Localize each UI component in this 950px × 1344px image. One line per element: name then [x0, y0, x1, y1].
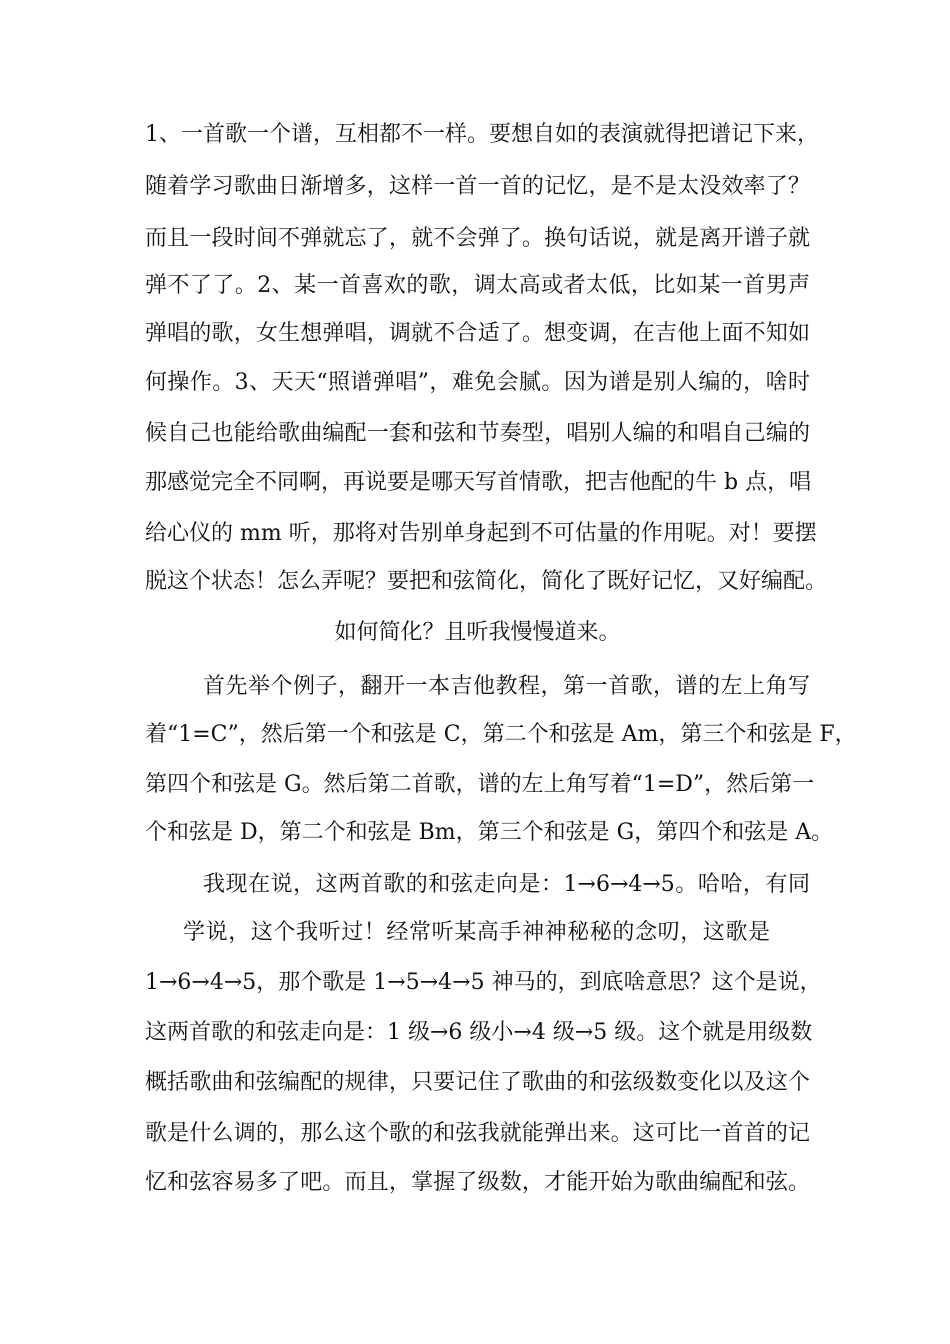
- text-line: 个和弦是 D，第二个和弦是 Bm，第三个和弦是 G，第四个和弦是 A。: [145, 820, 834, 845]
- text-line: 弹不了了。2、某一首喜欢的歌，调太高或者太低，比如某一首男声: [145, 273, 810, 298]
- text-line: 候自己也能给歌曲编配一套和弦和节奏型，唱别人编的和唱自己编的: [145, 421, 810, 446]
- text-line: 忆和弦容易多了吧。而且，掌握了级数，才能开始为歌曲编配和弦。: [145, 1170, 810, 1195]
- text-line: 何操作。3、天天“照谱弹唱”，难免会腻。因为谱是别人编的，啥时: [145, 370, 810, 395]
- text-line: 随着学习歌曲日渐增多，这样一首一首的记忆，是不是太没效率了？: [145, 174, 810, 199]
- text-line: 这两首歌的和弦走向是：1 级→6 级小→4 级→5 级。这个就是用级数: [145, 1020, 813, 1045]
- paragraph-start-line: 我现在说，这两首歌的和弦走向是：1→6→4→5。哈哈，有同: [203, 872, 810, 897]
- text-line: 学说，这个我听过！经常听某高手神神秘秘的念叨，这歌是: [183, 920, 770, 945]
- text-line: 弹唱的歌，女生想弹唱，调就不合适了。想变调，在吉他上面不知如: [145, 321, 810, 346]
- text-line: 1→6→4→5，那个歌是 1→5→4→5 神马的，到底啥意思？这个是说，: [145, 970, 822, 995]
- text-line: 给心仪的 mm 听，那将对告别单身起到不可估量的作用呢。对！要摆: [145, 521, 817, 546]
- text-line: 1、一首歌一个谱，互相都不一样。要想自如的表演就得把谱记下来，: [145, 122, 819, 147]
- paragraph-start-line: 首先举个例子，翻开一本吉他教程，第一首歌，谱的左上角写: [203, 674, 810, 699]
- text-line: 第四个和弦是 G。然后第二首歌，谱的左上角写着“1=D”，然后第一: [145, 772, 815, 797]
- section-heading: 如何简化？且听我慢慢道来。: [334, 620, 621, 645]
- text-line: 着“1=C”，然后第一个和弦是 C，第二个和弦是 Am，第三个和弦是 F，: [145, 722, 857, 747]
- text-line: 脱这个状态！怎么弄呢？要把和弦简化，简化了既好记忆，又好编配。: [145, 569, 828, 594]
- text-line: 概括歌曲和弦编配的规律，只要记住了歌曲的和弦级数变化以及这个: [145, 1070, 810, 1095]
- text-line: 而且一段时间不弹就忘了，就不会弹了。换句话说，就是离开谱子就: [145, 226, 810, 251]
- text-line: 歌是什么调的，那么这个歌的和弦我就能弹出来。这可比一首首的记: [145, 1121, 810, 1146]
- text-line: 那感觉完全不同啊，再说要是哪天写首情歌，把吉他配的牛 b 点，唱: [145, 470, 812, 495]
